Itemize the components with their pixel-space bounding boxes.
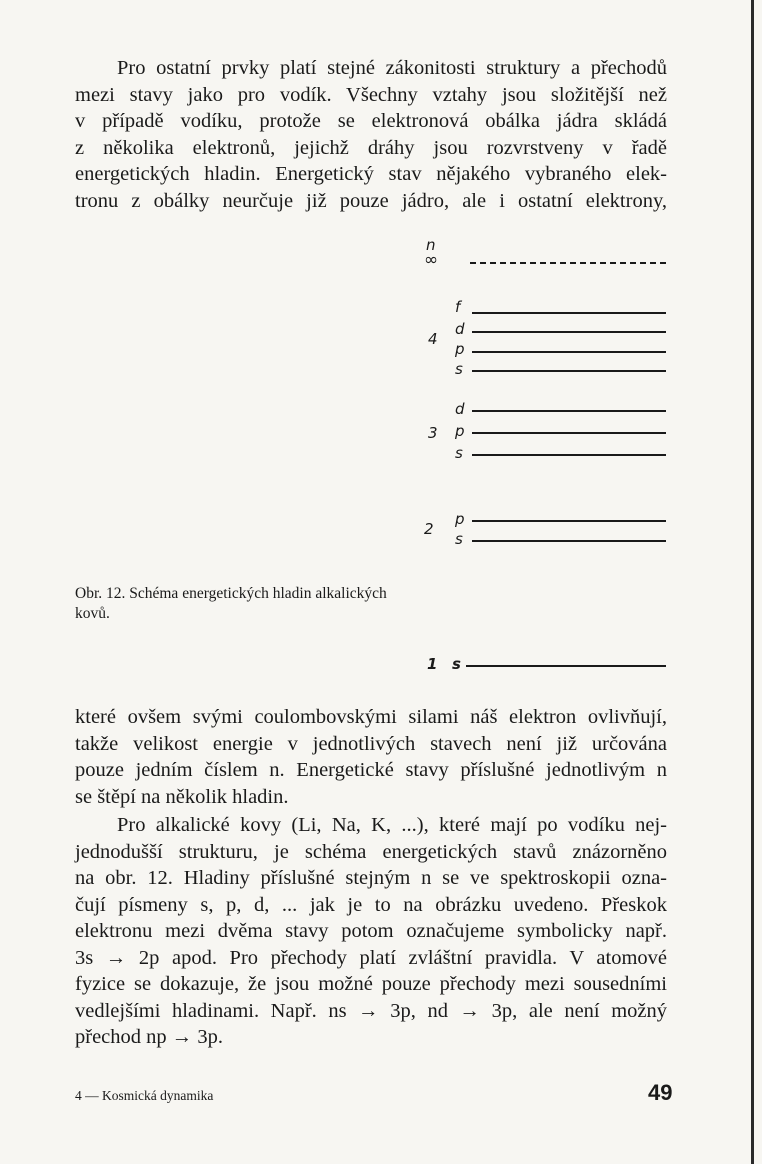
level-2p [472, 520, 666, 522]
text-line: elektronu mezi dvěma stavy potom označujeme symbolicky např. [75, 920, 667, 942]
text-line: pouze jedním číslem n. Energetické stavy příslušné jednotlivým n [75, 759, 667, 781]
text-line: 3s → 2p apod. Pro přechody platí zvláštní pravidla. V atomové [75, 946, 667, 969]
level-3d [472, 410, 666, 412]
level-2s [472, 540, 666, 542]
level-letter-2p: p [455, 510, 465, 528]
n-label-1: 1 [427, 655, 438, 673]
level-letter-4s: s [455, 360, 463, 378]
text-line: energetických hladin. Energetický stav nějakého vybraného elek- [75, 163, 667, 185]
text-line: v případě vodíku, protože se elektronová obálka jádra skládá [75, 110, 667, 132]
text-line: na obr. 12. Hladiny příslušné stejným n se ve spektroskopii ozna- [75, 867, 667, 889]
level-letter-3d: d [455, 400, 465, 418]
figure-caption: Obr. 12. Schéma energetických hladin alkalických kovů. [75, 585, 387, 622]
paragraph-alkali [75, 812, 667, 1051]
paragraph-continuation [75, 704, 667, 810]
footer-signature: 4 — Kosmická dynamika [75, 1088, 214, 1103]
level-letter-2s: s [455, 530, 463, 548]
text-line: které ovšem svými coulombovskými silami náš elektron ovlivňují, [75, 706, 667, 728]
text-line: fyzice se dokazuje, že jsou možné pouze přechody mezi sousedními [75, 973, 667, 995]
level-letter-4f: f [455, 298, 461, 316]
level-letter-4p: p [455, 340, 465, 358]
n-label-3: 3 [428, 424, 438, 442]
level-infinity-dashed [470, 262, 666, 264]
text-line: jednodušší strukturu, je schéma energetických stavů znázorněno [75, 840, 667, 863]
level-3p [472, 432, 666, 434]
level-letter-3s: s [455, 444, 463, 462]
text-line: Pro alkalické kovy (Li, Na, K, ...), které mají po vodíku nej- [117, 814, 667, 836]
n-label-4: 4 [428, 330, 438, 348]
text-line: vedlejšími hladinami. Např. ns → 3p, nd → 3p, ale není možný [75, 999, 667, 1022]
level-letter-3p: p [455, 422, 465, 440]
text-line: se štěpí na několik hladin. [75, 785, 289, 808]
text-line: takže velikost energie v jednotlivých stavech není již určována [75, 732, 667, 755]
text-line: z několika elektronů, jejichž dráhy jsou rozvrstveny v řadě [75, 136, 667, 159]
infinity-label: ∞ [424, 250, 439, 270]
page-number: 49 [648, 1080, 673, 1105]
level-4s [472, 370, 666, 372]
level-3s [472, 454, 666, 456]
level-4d [472, 331, 666, 333]
level-4f [472, 312, 666, 314]
text-line: přechod np → 3p. [75, 1026, 224, 1048]
text-line: Pro ostatní prvky platí stejné zákonitosti struktury a přechodů [117, 57, 667, 79]
level-4p [472, 351, 666, 353]
n-label-2: 2 [424, 520, 434, 538]
text-line: čují písmeny s, p, d, ... jak je to na obrázku uvedeno. Přeskok [75, 893, 667, 916]
text-line: mezi stavy jako pro vodík. Všechny vztahy jsou složitější než [75, 83, 667, 106]
text-line: tronu z obálky neurčuje již pouze jádro, ale i ostatní elektrony, [75, 189, 667, 212]
level-letter-1s: s [452, 655, 461, 673]
level-letter-4d: d [455, 320, 465, 338]
n-axis-label: n [426, 236, 436, 254]
level-1s [466, 665, 666, 667]
